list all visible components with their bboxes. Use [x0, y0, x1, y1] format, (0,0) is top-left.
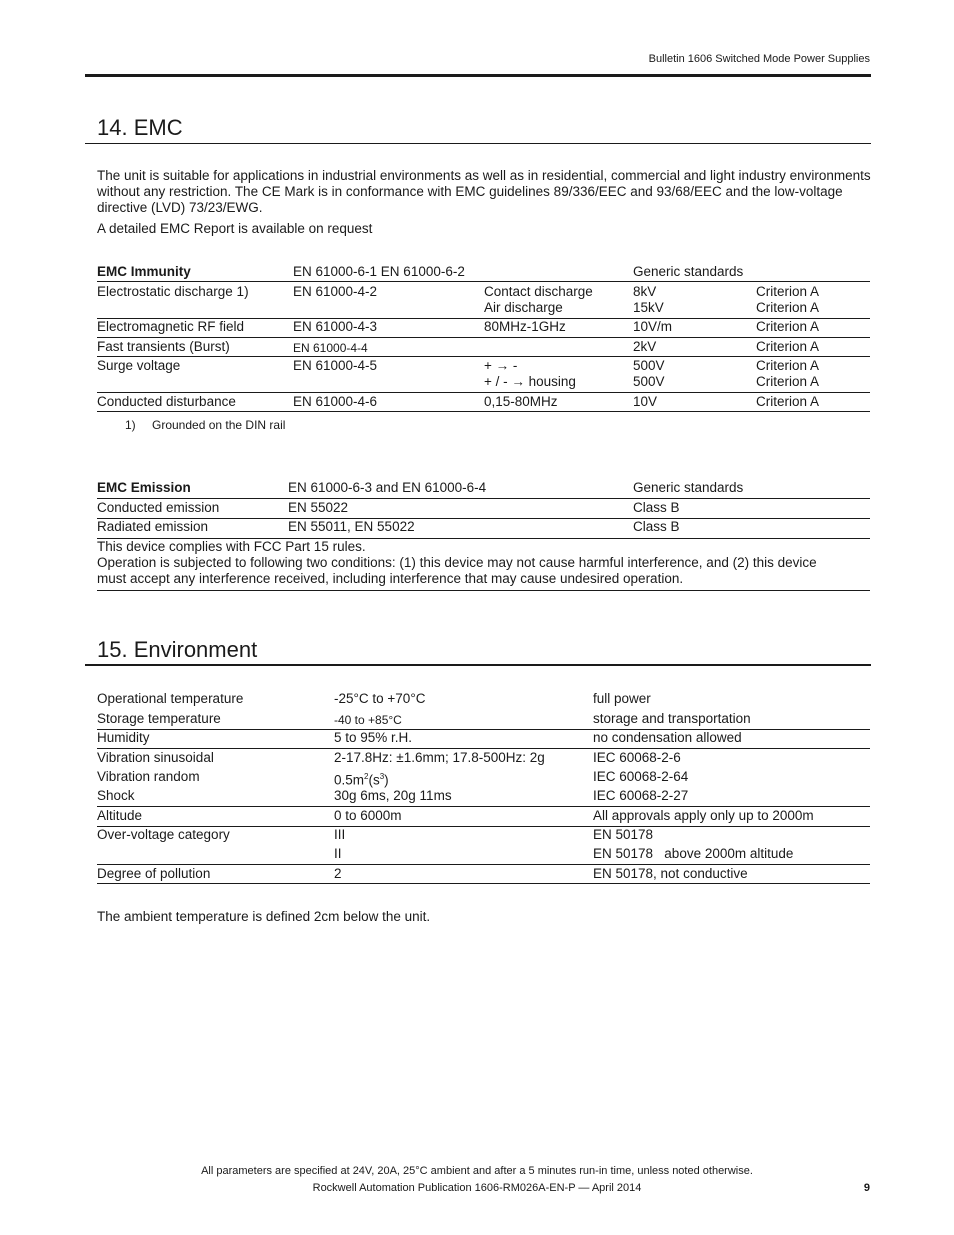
table-cell: EN 61000-4-5 — [293, 358, 378, 373]
table-rule — [97, 411, 870, 412]
table-cell: IEC 60068-2-64 — [593, 769, 689, 784]
table-cell: Shock — [97, 788, 135, 803]
section-rule — [85, 664, 871, 666]
table-cell: Criterion A — [756, 374, 820, 389]
table-cell: Vibration sinusoidal — [97, 750, 214, 765]
fcc-conditions: Operation is subjected to following two conditions: (1) this device may not cause harmful interference, and (2) this device must accept any interference received, including interference that may cause undesired operation. — [97, 555, 817, 586]
table-cell: Surge voltage — [97, 358, 181, 373]
table-cell: no condensation allowed — [593, 730, 742, 745]
table-cell: EN 61000-4-3 — [293, 319, 378, 334]
table-cell: 15kV — [633, 300, 664, 315]
emc-intro: The unit is suitable for applications in industrial environments as well as in residential, commercial and light industry environments without any restriction. The CE Mark is in conformance with EMC guidelines 89/336/EEC and 93/68/EEC and the low-voltage directive (LVD) 73/23/EWG. — [97, 168, 871, 215]
table-rule — [97, 590, 870, 591]
table-cell: Criterion A — [756, 319, 820, 334]
table-header: Generic standards — [633, 480, 744, 495]
table-cell: IEC 60068-2-27 — [593, 788, 689, 803]
table-cell: storage and transportation — [593, 711, 751, 726]
table-cell: Humidity — [97, 730, 150, 745]
table-cell: II — [334, 846, 342, 861]
table-cell: EN 55011, EN 55022 — [288, 519, 415, 534]
cell-text: 0.5m — [334, 772, 365, 788]
table-header: EMC Emission — [97, 480, 191, 495]
footnote-number: 1) — [125, 418, 136, 432]
table-cell: Radiated emission — [97, 519, 209, 534]
table-cell: EN 61000-4-4 — [293, 341, 368, 355]
table-cell: Conducted disturbance — [97, 394, 236, 409]
table-header: EMC Immunity — [97, 264, 191, 279]
table-cell: EN 61000-4-6 — [293, 394, 378, 409]
arrow-right-icon: → — [511, 374, 525, 389]
table-header: EN 61000-6-3 and EN 61000-6-4 — [288, 480, 487, 495]
footnote-text: Grounded on the DIN rail — [152, 418, 286, 432]
emc-report-note: A detailed EMC Report is available on request — [97, 221, 373, 236]
cell-text: ) — [384, 772, 389, 788]
table-cell — [484, 374, 576, 390]
table-cell: 0,15-80MHz — [484, 394, 558, 409]
arrow-right-icon: → — [495, 358, 510, 373]
table-cell: Criterion A — [756, 358, 820, 373]
table-rule — [97, 337, 870, 338]
table-cell: 30g 6ms, 20g 11ms — [334, 788, 452, 803]
table-cell: Criterion A — [756, 339, 820, 354]
table-cell — [484, 358, 517, 374]
table-rule — [97, 392, 870, 393]
table-cell: Degree of pollution — [97, 866, 211, 881]
table-cell: Vibration random — [97, 769, 200, 784]
cell-text: - — [509, 358, 518, 373]
table-cell: IEC 60068-2-6 — [593, 750, 681, 765]
superscript: 3 — [379, 772, 385, 781]
table-header: EN 61000-6-1 EN 61000-6-2 — [293, 264, 465, 279]
table-cell: 500V — [633, 374, 665, 389]
cell-text: + — [484, 358, 496, 373]
table-cell: III — [334, 827, 346, 842]
table-cell: Contact discharge — [484, 284, 593, 299]
section-rule — [85, 143, 871, 144]
table-cell: Storage temperature — [97, 711, 221, 726]
table-cell: -40 to +85°C — [334, 713, 402, 727]
footer-publication: Rockwell Automation Publication 1606-RM026A-EN-P — April 2014 — [312, 1182, 642, 1194]
table-cell: Operational temperature — [97, 691, 244, 706]
table-cell: 2kV — [633, 339, 657, 354]
table-cell: All approvals apply only up to 2000m — [593, 808, 814, 823]
table-cell: Air discharge — [484, 300, 563, 315]
page-number: 9 — [863, 1182, 870, 1194]
table-cell: Conducted emission — [97, 500, 220, 515]
ambient-note: The ambient temperature is defined 2cm below the unit. — [97, 909, 431, 924]
table-cell: Fast transients (Burst) — [97, 339, 230, 354]
table-rule — [97, 806, 870, 807]
table-rule — [97, 883, 870, 884]
table-cell: Criterion A — [756, 300, 820, 315]
header-rule — [85, 74, 871, 77]
table-cell: 2 — [334, 866, 342, 881]
table-cell: EN 50178 above 2000m altitude — [593, 846, 794, 861]
table-cell: 10V — [633, 394, 658, 409]
table-rule — [97, 729, 870, 730]
cell-text: (s — [368, 772, 380, 788]
footer-conditions: All parameters are specified at 24V, 20A, 25°C ambient and after a 5 minutes run-in time, unless noted otherwise. — [201, 1165, 753, 1177]
table-cell: Altitude — [97, 808, 143, 823]
section-title-emc: 14. EMC — [97, 115, 183, 140]
table-cell: Class B — [633, 500, 680, 515]
table-cell: Electrostatic discharge 1) — [97, 284, 249, 299]
cell-text: + / - — [484, 374, 512, 389]
table-cell: 10V/m — [633, 319, 673, 334]
table-rule — [97, 498, 870, 499]
table-cell: EN 61000-4-2 — [293, 284, 378, 299]
table-cell: Electromagnetic RF field — [97, 319, 245, 334]
table-cell: 2-17.8Hz: ±1.6mm; 17.8-500Hz: 2g — [334, 750, 545, 765]
table-rule — [97, 518, 870, 519]
table-cell: 80MHz-1GHz — [484, 319, 566, 334]
table-cell: EN 55022 — [288, 500, 349, 515]
table-cell: 500V — [633, 358, 665, 373]
table-header: Generic standards — [633, 264, 744, 279]
table-rule — [97, 356, 870, 357]
table-cell: EN 50178, not conductive — [593, 866, 748, 881]
running-header: Bulletin 1606 Switched Mode Power Supplies — [648, 53, 870, 65]
fcc-statement: This device complies with FCC Part 15 rules. — [97, 539, 366, 554]
table-cell: -25°C to +70°C — [334, 691, 426, 706]
table-cell — [334, 769, 389, 789]
table-cell: 8kV — [633, 284, 657, 299]
table-cell: 5 to 95% r.H. — [334, 730, 413, 745]
table-cell: Criterion A — [756, 394, 820, 409]
table-rule — [97, 281, 870, 282]
table-cell: Over-voltage category — [97, 827, 230, 842]
cell-text: housing — [524, 374, 576, 389]
table-rule — [97, 864, 870, 865]
table-cell: full power — [593, 691, 651, 706]
table-cell: 0 to 6000m — [334, 808, 402, 823]
superscript: 2 — [364, 772, 369, 781]
table-cell: Class B — [633, 519, 680, 534]
table-cell: Criterion A — [756, 284, 820, 299]
table-rule — [97, 748, 870, 749]
table-cell: EN 50178 — [593, 827, 654, 842]
section-title-environment: 15. Environment — [97, 637, 258, 662]
